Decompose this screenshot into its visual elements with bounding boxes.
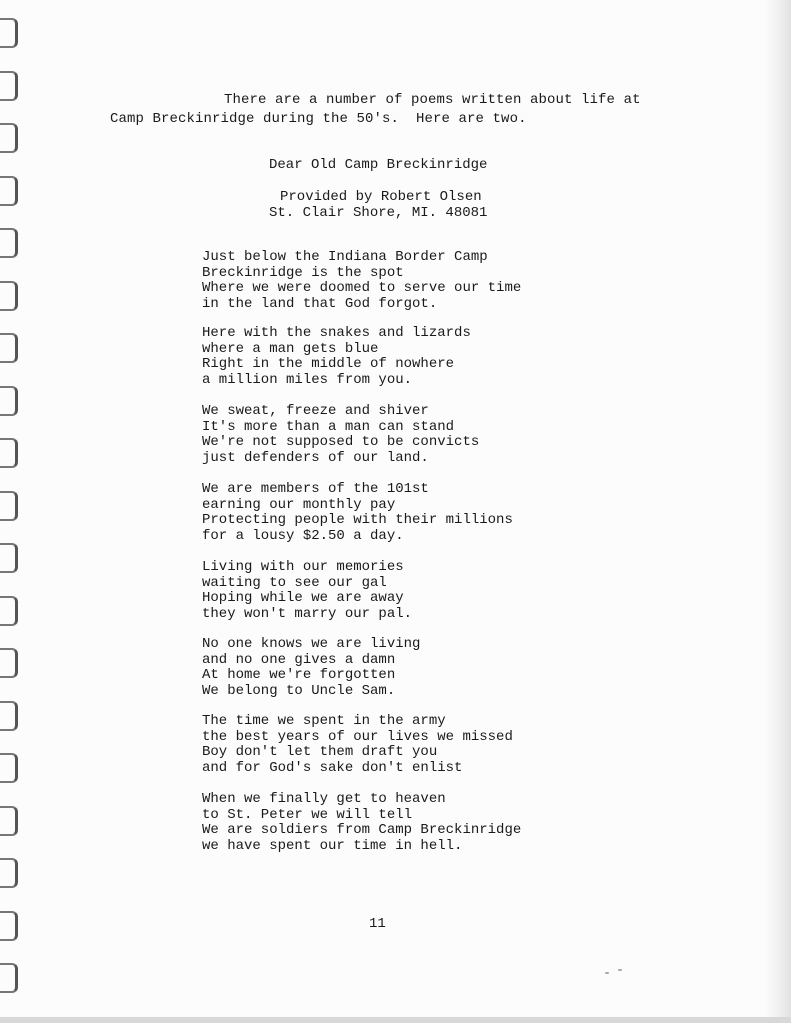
poem-line: We belong to Uncle Sam. bbox=[202, 682, 396, 699]
poem-line: Just below the Indiana Border Camp bbox=[202, 249, 488, 265]
poem-line: where a man gets blue bbox=[202, 340, 379, 357]
binding-ring bbox=[0, 71, 18, 101]
intro-line-2: Camp Breckinridge during the 50's. Here are two. bbox=[110, 111, 527, 127]
poem-line: they won't marry our pal. bbox=[202, 605, 413, 622]
poem-line: Hoping while we are away bbox=[202, 590, 404, 607]
scan-speck bbox=[605, 972, 609, 974]
poem-line: Where we were doomed to serve our time bbox=[202, 280, 522, 297]
poem-line: Boy don't let them draft you bbox=[202, 744, 438, 761]
poem-line: Protecting people with their millions bbox=[202, 512, 513, 529]
poem-stanza bbox=[202, 250, 521, 312]
binding-ring bbox=[0, 176, 18, 206]
poem-line: waiting to see our gal bbox=[202, 574, 387, 591]
binding-ring bbox=[0, 123, 18, 153]
poem-stanza bbox=[202, 714, 513, 776]
page-edge-shadow bbox=[765, 0, 791, 1023]
poem-line: and no one gives a damn bbox=[202, 651, 396, 668]
page-bottom-edge bbox=[0, 1017, 791, 1023]
poem-stanza bbox=[202, 326, 471, 388]
binding-ring bbox=[0, 333, 18, 363]
intro-line-1: There are a number of poems written about life at bbox=[224, 92, 641, 108]
poem-title: Dear Old Camp Breckinridge bbox=[269, 157, 488, 173]
binding-ring bbox=[0, 438, 18, 468]
binding-ring bbox=[0, 648, 18, 678]
binding-ring bbox=[0, 858, 18, 888]
poem-line: At home we're forgotten bbox=[202, 667, 396, 684]
poem-line: Living with our memories bbox=[202, 559, 404, 575]
poem-line: earning our monthly pay bbox=[202, 496, 396, 513]
poem-line: When we finally get to heaven bbox=[202, 791, 446, 807]
poem-stanza bbox=[202, 637, 420, 699]
poem-stanza bbox=[202, 482, 513, 544]
binding-ring bbox=[0, 806, 18, 836]
poem-stanza bbox=[202, 404, 479, 466]
poem-stanza bbox=[202, 560, 412, 622]
binding-ring bbox=[0, 18, 18, 48]
poem-line: a million miles from you. bbox=[202, 371, 413, 388]
poem-line: for a lousy $2.50 a day. bbox=[202, 527, 404, 544]
binding-ring bbox=[0, 701, 18, 731]
spiral-binding bbox=[0, 0, 26, 1023]
poem-line: It's more than a man can stand bbox=[202, 418, 455, 435]
poem-line: We are soldiers from Camp Breckinridge bbox=[202, 822, 522, 839]
poem-line: in the land that God forgot. bbox=[202, 295, 438, 312]
poem-credit-name: Provided by Robert Olsen bbox=[280, 189, 482, 205]
binding-ring bbox=[0, 911, 18, 941]
poem-line: and for God's sake don't enlist bbox=[202, 759, 463, 776]
binding-ring bbox=[0, 543, 18, 573]
poem-line: to St. Peter we will tell bbox=[202, 806, 413, 823]
poem-line: we have spent our time in hell. bbox=[202, 837, 463, 854]
poem-line: We're not supposed to be convicts bbox=[202, 434, 480, 451]
poem-line: We sweat, freeze and shiver bbox=[202, 403, 429, 419]
poem-line: We are members of the 101st bbox=[202, 481, 429, 497]
binding-ring bbox=[0, 491, 18, 521]
binding-ring bbox=[0, 596, 18, 626]
binding-ring bbox=[0, 281, 18, 311]
poem-line: Right in the middle of nowhere bbox=[202, 356, 455, 373]
binding-ring bbox=[0, 963, 18, 993]
poem-line: Here with the snakes and lizards bbox=[202, 325, 471, 341]
poem-line: The time we spent in the army bbox=[202, 713, 446, 729]
poem-line: the best years of our lives we missed bbox=[202, 728, 513, 745]
scan-speck bbox=[618, 969, 622, 971]
poem-credit-location: St. Clair Shore, MI. 48081 bbox=[269, 205, 488, 221]
binding-ring bbox=[0, 228, 18, 258]
poem-line: Breckinridge is the spot bbox=[202, 264, 404, 281]
poem-stanza bbox=[202, 792, 521, 854]
poem-line: No one knows we are living bbox=[202, 636, 421, 652]
binding-ring bbox=[0, 753, 18, 783]
poem-line: just defenders of our land. bbox=[202, 449, 429, 466]
binding-ring bbox=[0, 386, 18, 416]
page-number: 11 bbox=[369, 916, 386, 932]
